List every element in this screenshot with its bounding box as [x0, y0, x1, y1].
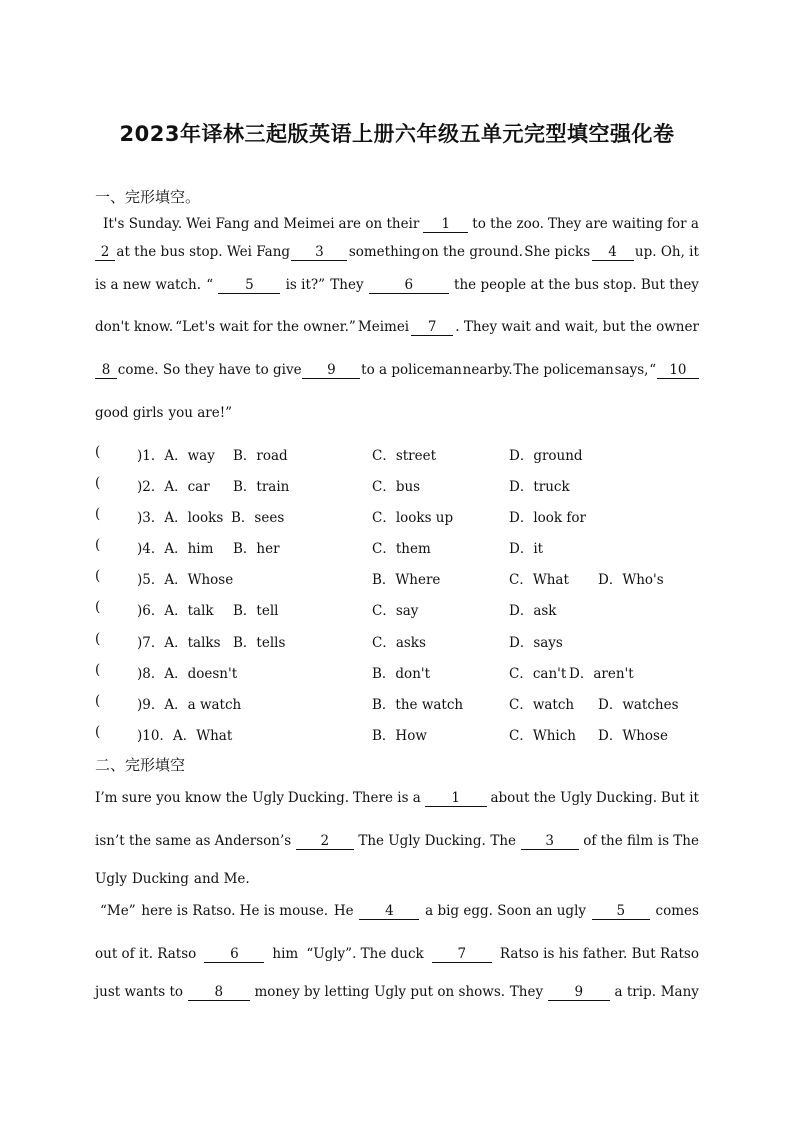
option-text: ( — [95, 506, 101, 522]
option-text: )10．A．What — [137, 728, 233, 744]
option-text: ( — [95, 475, 101, 491]
option-text: )8．A．doesn't — [137, 666, 238, 682]
option-text: C．street — [372, 448, 437, 464]
passage-text: him — [272, 946, 299, 962]
option-text: )1．A．way — [137, 448, 215, 464]
passage-text: a big egg. Soon an ugly — [425, 903, 587, 919]
option-text: B．Where — [372, 572, 441, 588]
passage-text: “Let's wait for the owner.” — [175, 319, 356, 335]
passage-line — [95, 833, 699, 850]
passage-text: don't know. — [95, 319, 174, 335]
passage-line — [95, 244, 699, 261]
question-row — [95, 506, 715, 524]
option-text: ( — [95, 599, 101, 615]
option-text: B．tells — [233, 635, 286, 651]
blank-number: 4 — [359, 904, 419, 920]
blank-number: 6 — [204, 947, 264, 963]
blank-number: 4 — [592, 245, 634, 261]
option-text: ( — [95, 662, 101, 678]
passage-text: Ugly put on shows. — [374, 984, 506, 1000]
question-row — [95, 475, 715, 493]
passage-text: of the film — [583, 833, 654, 849]
passage-text: is it?” — [285, 277, 326, 293]
passage-text: the people at the bus stop. But they — [454, 277, 699, 293]
passage-text: I’m sure you know the Ugly — [95, 790, 285, 806]
question-row — [95, 724, 715, 742]
option-text: C．asks — [372, 635, 426, 651]
option-text: D．aren't — [569, 666, 634, 682]
option-text: D．ask — [509, 603, 557, 619]
option-text: C．say — [372, 603, 419, 619]
passage-line — [95, 984, 699, 1001]
passage-text: The — [490, 833, 517, 849]
passage-text: She picks — [524, 244, 591, 260]
option-text: B．don't — [372, 666, 431, 682]
passage-text: and Me. — [193, 871, 250, 887]
passage-text: The Ugly Ducking. — [358, 833, 486, 849]
question-row — [95, 444, 715, 462]
option-text: B．road — [233, 448, 288, 464]
passage-text: for a — [667, 216, 699, 232]
passage-text: Ducking — [131, 871, 189, 887]
passage-line — [95, 946, 699, 963]
passage-text: a trip. — [614, 984, 657, 1000]
blank-number: 8 — [188, 985, 250, 1001]
passage-text: on the ground. — [421, 244, 523, 260]
passage-text: here is Ratso. He is mouse. — [141, 903, 329, 919]
option-text: D．says — [509, 635, 563, 651]
passage-text: you are!” — [168, 405, 233, 421]
question-row — [95, 537, 715, 555]
option-text: B．How — [372, 728, 427, 744]
passage-text: about the Ugly — [490, 790, 593, 806]
passage-text: up. Oh, it — [634, 244, 699, 260]
question-row — [95, 599, 715, 617]
option-text: D．truck — [509, 479, 570, 495]
option-text: C．them — [372, 541, 431, 557]
option-text: )4．A．him — [137, 541, 214, 557]
blank-number: 6 — [369, 278, 449, 294]
passage-text: “ — [206, 277, 214, 293]
passage-text: at the bus stop. Wei Fang — [116, 244, 291, 260]
passage-text: to a policeman — [361, 362, 462, 378]
option-text: ( — [95, 444, 101, 460]
blank-number: 10 — [657, 363, 699, 379]
blank-number: 3 — [521, 834, 579, 850]
option-text: C．Which — [509, 728, 576, 744]
option-text: ( — [95, 568, 101, 584]
blank-number: 2 — [296, 834, 354, 850]
option-text: B．train — [233, 479, 290, 495]
passage-text: nearby. — [462, 362, 513, 378]
passage-text: The policeman — [513, 362, 614, 378]
option-text: D．look for — [509, 510, 586, 526]
option-text: ( — [95, 631, 101, 647]
passage-text: are waiting — [585, 216, 664, 232]
option-text: D．Who's — [598, 572, 664, 588]
option-text: D．it — [509, 541, 544, 557]
blank-number: 1 — [425, 791, 487, 807]
option-text: B．tell — [233, 603, 279, 619]
blank-number: 7 — [432, 947, 492, 963]
blank-number: 9 — [302, 363, 360, 379]
worksheet-title: 2023年译林三起版英语上册六年级五单元完型填空强化卷 — [119, 122, 675, 146]
passage-line — [100, 903, 699, 920]
passage-text: Wei Fang and Meimei — [186, 216, 335, 232]
option-text: C．bus — [372, 479, 421, 495]
passage-text: It's Sunday. — [103, 216, 183, 232]
option-text: )2．A．car — [137, 479, 210, 495]
option-text: )6．A．talk — [137, 603, 214, 619]
passage-text: Ratso is his father. But Ratso — [499, 946, 699, 962]
question-row — [95, 662, 715, 680]
option-text: )7．A．talks — [137, 635, 221, 651]
question-row — [95, 693, 715, 711]
passage-line — [95, 362, 699, 379]
option-text: D．watches — [598, 697, 679, 713]
option-text: C．looks up — [372, 510, 454, 526]
option-text: C．What — [509, 572, 569, 588]
passage-text: just wants to — [95, 984, 184, 1000]
passage-text: Ducking. — [287, 790, 350, 806]
option-text: B．her — [233, 541, 280, 557]
passage-text: out of it. Ratso — [95, 946, 197, 962]
question-row — [95, 631, 715, 649]
passage-text: Ducking. — [595, 790, 658, 806]
section-1-heading: 一、完形填空。 — [95, 188, 201, 206]
passage-text: isn’t the same as Anderson’s — [95, 833, 292, 849]
blank-number: 3 — [291, 245, 347, 261]
option-text: ( — [95, 537, 101, 553]
passage-text: They — [509, 984, 544, 1000]
passage-text: come. So they have to give — [117, 362, 302, 378]
passage-text: Ugly — [95, 871, 127, 887]
blank-number: 5 — [592, 904, 650, 920]
passage-text: money by letting — [254, 984, 370, 1000]
section-2-heading: 二、完形填空 — [95, 756, 186, 774]
passage-line — [95, 790, 699, 807]
passage-text: says, — [614, 362, 649, 378]
passage-text: something — [348, 244, 421, 260]
passage-line — [95, 871, 699, 887]
passage-line — [95, 319, 699, 336]
blank-number: 7 — [411, 320, 453, 336]
option-text: )3．A．looks — [137, 510, 224, 526]
option-text: )5．A．Whose — [137, 572, 234, 588]
blank-number: 9 — [548, 985, 610, 1001]
option-text: ( — [95, 724, 101, 740]
option-text: B．the watch — [372, 697, 464, 713]
passage-text: They — [330, 277, 364, 293]
passage-text: is The — [657, 833, 699, 849]
passage-text: There is a — [352, 790, 421, 806]
passage-line — [95, 277, 699, 294]
passage-text: good girls — [95, 405, 164, 421]
option-text: C．watch — [509, 697, 575, 713]
option-text: D．ground — [509, 448, 583, 464]
option-text: B．sees — [231, 510, 285, 526]
passage-text: “Me” — [100, 903, 136, 919]
passage-text: . They wait and wait, but the owner — [455, 319, 699, 335]
passage-text: “ — [649, 362, 657, 378]
passage-text: He — [333, 903, 354, 919]
passage-text: to the zoo. — [472, 216, 544, 232]
option-text: )9．A．a watch — [137, 697, 242, 713]
passage-text: But it — [660, 790, 699, 806]
blank-number: 5 — [218, 278, 280, 294]
blank-number: 1 — [423, 217, 468, 233]
question-row — [95, 568, 715, 586]
passage-text: is a new watch. — [95, 277, 201, 293]
option-text: ( — [95, 693, 101, 709]
passage-text: They — [547, 216, 582, 232]
passage-text: are on their — [338, 216, 420, 232]
option-text: C．can't — [509, 666, 567, 682]
passage-line — [95, 405, 699, 421]
passage-line — [103, 216, 699, 233]
passage-text: Many — [660, 984, 699, 1000]
blank-number: 8 — [95, 363, 117, 379]
passage-text: comes — [655, 903, 699, 919]
blank-number: 2 — [95, 245, 115, 261]
option-text: D．Whose — [598, 728, 668, 744]
passage-text: Meimei — [357, 319, 410, 335]
passage-text: “Ugly”. The duck — [306, 946, 424, 962]
